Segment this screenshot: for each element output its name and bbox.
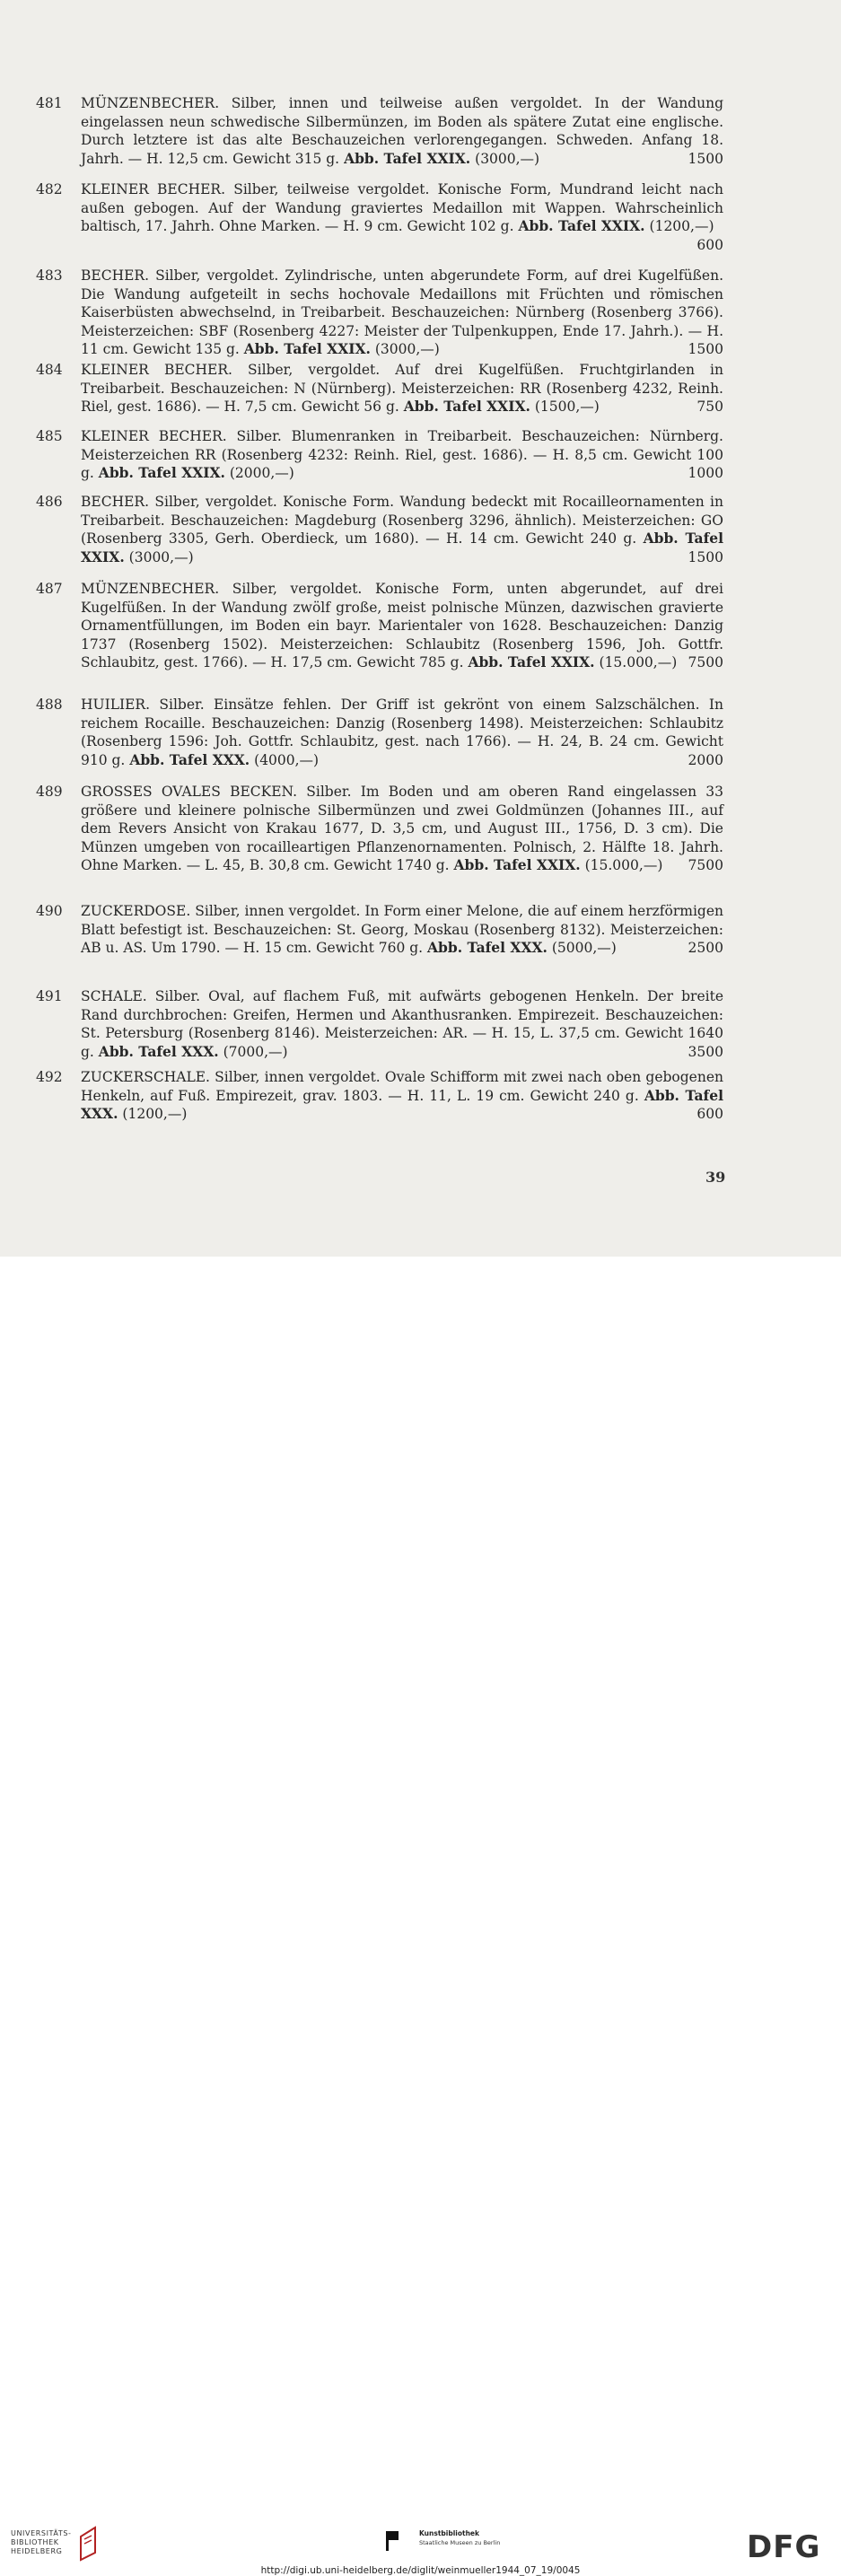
lot-price: 1500	[688, 150, 723, 167]
lot-price: 750	[696, 399, 723, 415]
lot-estimate: (2000,—)	[229, 465, 294, 481]
lot-price: 600	[696, 1106, 723, 1122]
university-line-1: UNIVERSITÄTS-	[11, 2529, 72, 2537]
lot-price: 2000	[688, 751, 723, 768]
lot-plate-ref: Abb. Tafel XXIX.	[98, 464, 225, 481]
lot-estimate: (3000,—)	[475, 150, 540, 167]
lot-estimate: (3000,—)	[374, 341, 440, 357]
lot-text: HUILIER. Silber. Einsätze fehlen. Der Griff ist gekrönt von einem Salzschälchen. In reichem Rocaille. Beschauzeichen: Danzig (Rosenberg 1498). Meisterzeichen: Schlaubitz (Rosenberg 1596: Joh. Gottfr. Schlaubitz, gest. nach 1766). — H. 24, B. 24 cm. Gewicht 910 g.	[81, 697, 723, 768]
lot-estimate: (4000,—)	[254, 751, 320, 768]
lot-text: SCHALE. Silber. Oval, auf flachem Fuß, mit aufwärts gebogenen Henkeln. Der breite Rand durchbrochen: Greifen, Hermen und Akanthusranken. Empirezeit. Beschauzeichen: St. Petersburg (Rosenberg 8146). Meisterzeichen: AR. — H. 15, L. 37,5 cm. Gewicht 1640 g.	[81, 988, 723, 1060]
source-url[interactable]: http://digi.ub.uni-heidelberg.de/diglit/weinmueller1944_07_19/0045	[260, 2565, 581, 2576]
page-number: 39	[705, 1169, 726, 1186]
lot-description	[81, 493, 723, 566]
lot-price: 7500	[688, 654, 723, 670]
lot-description	[81, 1068, 723, 1124]
kunstbibliothek-logo-icon	[386, 2531, 413, 2551]
lot-text: KLEINER BECHER. Silber, vergoldet. Auf drei Kugelfüßen. Fruchtgirlanden in Treibarbeit. Beschauzeichen: N (Nürnberg). Meisterzeichen: RR (Rosenberg 4232, Reinh. Riel, gest. 1686). — H. 7,5 cm. Gewicht 56 g.	[81, 362, 723, 415]
lot-text: KLEINER BECHER. Silber, teilweise vergoldet. Konische Form, Mundrand leicht nach außen gebogen. Auf der Wandung graviertes Medaillon mit Wappen. Wahrscheinlich baltisch, 17. Jahrh. Ohne Marken. — H. 9 cm. Gewicht 102 g.	[81, 181, 723, 234]
lot-description	[81, 427, 723, 483]
lot-number: 487	[36, 581, 63, 597]
lot-description	[81, 783, 723, 875]
lot-description	[81, 361, 723, 416]
lot-description	[81, 267, 723, 359]
lot-description	[81, 987, 723, 1061]
lot-plate-ref: Abb. Tafel XXX.	[81, 1086, 723, 1122]
lot-number: 489	[36, 784, 63, 800]
lot-number: 492	[36, 1069, 63, 1085]
lot-price: 7500	[688, 857, 723, 873]
lot-number: 491	[36, 988, 63, 1004]
lot-number: 482	[36, 181, 63, 197]
lot-plate-ref: Abb. Tafel XXIX.	[453, 856, 581, 873]
lot-plate-ref: Abb. Tafel XXIX.	[468, 653, 595, 670]
lot-estimate: (1500,—)	[534, 399, 600, 415]
lot-estimate: (1200,—)	[649, 218, 714, 234]
lot-description	[81, 902, 723, 958]
lot-price: 600	[696, 236, 723, 253]
lot-text: BECHER. Silber, vergoldet. Zylindrische, unten abgerundete Form, auf drei Kugelfüßen. Die Wandung aufgeteilt in sechs hochovale Medaillons mit Früchten und römischen Kaiserbüsten abwechselnd, in Treibarbeit. Beschauzeichen: Nürnberg (Rosenberg 3766). Meisterzeichen: SBF (Rosenberg 4227: Meister der Tulpenkuppen, Ende 17. Jahrh.). — H. 11 cm. Gewicht 135 g.	[81, 267, 723, 357]
lot-estimate: (1200,—)	[122, 1106, 188, 1122]
dfg-logo: DFG	[747, 2529, 821, 2565]
lot-estimate: (15.000,—)	[599, 654, 678, 670]
catalog-page	[0, 0, 841, 1257]
lot-plate-ref: Abb. Tafel XXIX.	[518, 217, 645, 234]
lot-estimate: (15.000,—)	[584, 857, 663, 873]
lot-description	[81, 94, 723, 168]
lot-estimate: (3000,—)	[128, 548, 194, 565]
lot-price: 1000	[688, 465, 723, 481]
lot-text: GROSSES OVALES BECKEN. Silber. Im Boden und am oberen Rand eingelassen 33 größere und kleinere polnische Silbermünzen und zwei Goldmünzen (Johannes III., auf dem Revers Ansicht von Krakau 1677, D. 3,5 cm, und August III., 1756, D. 3 cm). Die Münzen umgeben von rocailleartigen Pflanzenornamenten. Polnisch, 2. Hälfte 18. Jahrh. Ohne Marken. — L. 45, B. 30,8 cm. Gewicht 1740 g.	[81, 784, 723, 873]
lot-text: MÜNZENBECHER. Silber, vergoldet. Konische Form, unten abgerundet, auf drei Kugelfüßen. In der Wandung zwölf große, meist polnische Münzen, dazwischen gravierte Ornamentfüllungen, im Boden ein bayr. Marientaler von 1628. Beschauzeichen: Danzig 1737 (Rosenberg 1502). Meisterzeichen: Schlaubitz (Rosenberg 1596, Joh. Gottfr. Schlaubitz, gest. 1766). — H. 17,5 cm. Gewicht 785 g.	[81, 581, 723, 670]
lot-price: 1500	[688, 548, 723, 565]
lot-plate-ref: Abb. Tafel XXIX.	[344, 149, 471, 167]
university-logo-icon	[75, 2526, 101, 2562]
lot-number: 484	[36, 362, 63, 378]
lot-estimate: (5000,—)	[551, 940, 617, 956]
lot-text: BECHER. Silber, vergoldet. Konische Form. Wandung bedeckt mit Rocailleornamenten in Treibarbeit. Beschauzeichen: Magdeburg (Rosenberg 3296, ähnlich). Meisterzeichen: GO (Rosenberg 3305, Gerh. Oberdieck, um 1680). — H. 14 cm. Gewicht 240 g.	[81, 494, 723, 547]
lot-number: 481	[36, 95, 63, 111]
digitization-footer	[0, 1257, 841, 2576]
lot-number: 488	[36, 697, 63, 713]
lot-text: KLEINER BECHER. Silber. Blumenranken in Treibarbeit. Beschauzeichen: Nürnberg. Meisterzeichen RR (Rosenberg 4232: Reinh. Riel, gest. 1686). — H. 8,5 cm. Gewicht 100 g.	[81, 428, 723, 481]
lot-text: MÜNZENBECHER. Silber, innen und teilweise außen vergoldet. In der Wandung eingelassen neun schwedische Silbermünzen, im Boden als spätere Zutat eine englische. Durch letztere ist das alte Beschauzeichen verlorengegangen. Schweden. Anfang 18. Jahrh. — H. 12,5 cm. Gewicht 315 g.	[81, 95, 723, 167]
lot-estimate: (7000,—)	[223, 1043, 288, 1060]
lot-text: ZUCKERSCHALE. Silber, innen vergoldet. Ovale Schifform mit zwei nach oben gebogenen Henkeln, auf Fuß. Empirezeit, grav. 1803. — H. 11, L. 19 cm. Gewicht 240 g.	[81, 1069, 723, 1104]
lot-plate-ref: Abb. Tafel XXX.	[427, 939, 548, 956]
lot-number: 483	[36, 267, 63, 284]
library-name: Kunstbibliothek	[419, 2529, 480, 2537]
library-subtitle: Staatliche Museen zu Berlin	[419, 2539, 501, 2546]
lot-description	[81, 580, 723, 672]
lot-price: 1500	[688, 341, 723, 357]
lot-number: 490	[36, 903, 63, 919]
lot-price: 2500	[688, 940, 723, 956]
lot-text: ZUCKERDOSE. Silber, innen vergoldet. In Form einer Melone, die auf einem herzförmigen Blatt befestigt ist. Beschauzeichen: St. Georg, Moskau (Rosenberg 8132). Meisterzeichen: AB u. AS. Um 1790. — H. 15 cm. Gewicht 760 g.	[81, 903, 723, 956]
lot-plate-ref: Abb. Tafel XXIX.	[403, 398, 530, 415]
lot-plate-ref: Abb. Tafel XXIX.	[243, 340, 371, 357]
university-library-label	[11, 2529, 72, 2556]
lot-number: 485	[36, 428, 63, 444]
lot-plate-ref: Abb. Tafel XXX.	[129, 750, 250, 768]
lot-number: 486	[36, 494, 63, 510]
lot-description	[81, 180, 723, 254]
university-line-3: HEIDELBERG	[11, 2547, 63, 2555]
lot-price: 3500	[688, 1043, 723, 1060]
university-line-2: BIBLIOTHEK	[11, 2538, 59, 2546]
lot-plate-ref: Abb. Tafel XXX.	[98, 1042, 219, 1060]
lot-plate-ref: Abb. Tafel XXIX.	[81, 530, 724, 565]
lot-description	[81, 696, 723, 769]
